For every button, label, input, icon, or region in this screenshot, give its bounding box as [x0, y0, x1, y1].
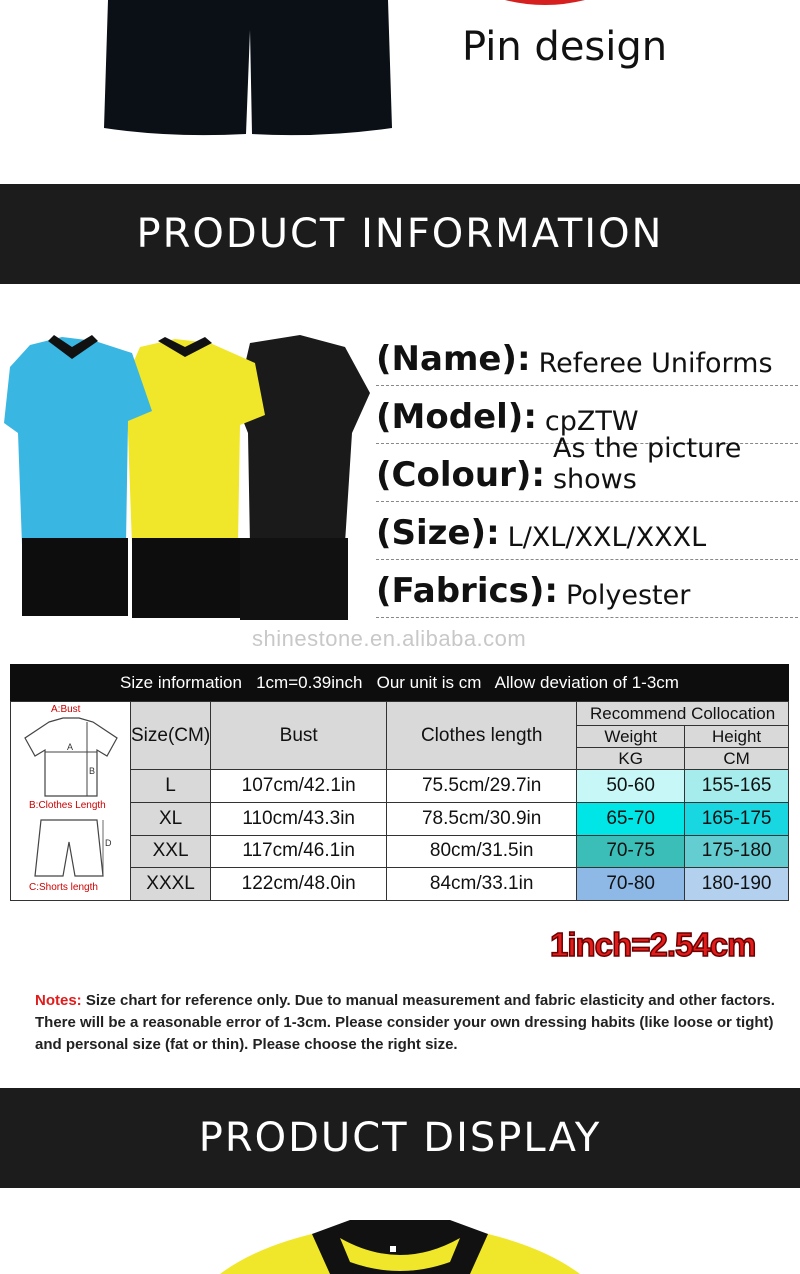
notes-label: Notes: [35, 992, 82, 1009]
info-value: Polyester [566, 580, 691, 611]
shorts-image [100, 0, 400, 142]
cell-height: 155-165 [685, 770, 789, 803]
diagram-bust-label: A:Bust [51, 704, 81, 715]
info-value: cpZTW [544, 406, 639, 437]
svg-text:A: A [67, 742, 74, 752]
shorts-diagram-icon [33, 816, 113, 882]
col-bust: Bust [211, 702, 387, 770]
info-value: L/XL/XXL/XXXL [507, 522, 707, 553]
pin-caption: Pin design [462, 24, 668, 70]
size-table [10, 701, 789, 901]
size-table-header: Size information 1cm=0.39inch Our unit is cm Allow deviation of 1-3cm [10, 664, 789, 701]
cell-height: 165-175 [685, 802, 789, 835]
cell-weight: 70-80 [577, 868, 685, 901]
col-weight: Weight [577, 726, 685, 748]
shirt-diagram-icon [21, 716, 121, 800]
svg-text:D: D [105, 838, 112, 848]
info-key: (Size): [376, 513, 500, 553]
info-value: Referee Uniforms [538, 348, 773, 379]
cell-size: L [131, 770, 211, 803]
notes-text: Size chart for reference only. Due to manual measurement and fabric elasticity and other factors. There will be a reasonable error of 1-3cm. Please consider your own dressing habits (like loose or tight) and personal size (fat or thin). Please choose the right size. [35, 992, 775, 1053]
col-length: Clothes length [387, 702, 577, 770]
info-key: (Name): [376, 339, 531, 379]
size-notes [35, 990, 775, 1056]
section-header-display: PRODUCT DISPLAY [0, 1088, 800, 1188]
cell-height: 175-180 [685, 835, 789, 868]
info-key: (Fabrics): [376, 571, 559, 611]
col-height-unit: CM [685, 748, 789, 770]
cell-height: 180-190 [685, 868, 789, 901]
cell-length: 84cm/33.1in [387, 868, 577, 901]
info-row-fabrics [376, 558, 798, 618]
cell-size: XXXL [131, 868, 211, 901]
cell-length: 75.5cm/29.7in [387, 770, 577, 803]
col-height: Height [685, 726, 789, 748]
info-row-size [376, 500, 798, 560]
cell-weight: 65-70 [577, 802, 685, 835]
col-recommend: Recommend Collocation [577, 702, 789, 726]
info-value: As the picture shows [552, 433, 742, 495]
cell-length: 80cm/31.5in [387, 835, 577, 868]
cell-length: 78.5cm/30.9in [387, 802, 577, 835]
section-header-info: PRODUCT INFORMATION [0, 184, 800, 284]
watermark: shinestone.en.alibaba.com [252, 626, 527, 651]
cell-weight: 50-60 [577, 770, 685, 803]
info-row-colour [376, 433, 798, 502]
cell-weight: 70-75 [577, 835, 685, 868]
cell-bust: 107cm/42.1in [211, 770, 387, 803]
cell-bust: 117cm/46.1in [211, 835, 387, 868]
cell-bust: 122cm/48.0in [211, 868, 387, 901]
col-size: Size(CM) [131, 702, 211, 770]
pin-graphic [505, 0, 585, 8]
uniforms-image [0, 333, 372, 623]
diagram-shorts-label: C:Shorts length [29, 882, 98, 893]
info-key: (Colour): [376, 455, 545, 495]
inch-conversion: 1inch=2.54cm [550, 926, 756, 963]
col-weight-unit: KG [577, 748, 685, 770]
info-row-name [376, 326, 798, 386]
info-key: (Model): [376, 397, 537, 437]
diagram-length-label: B:Clothes Length [29, 800, 106, 811]
jersey-display-image [0, 1200, 800, 1274]
cell-size: XL [131, 802, 211, 835]
cell-size: XXL [131, 835, 211, 868]
svg-text:B: B [89, 766, 96, 776]
cell-bust: 110cm/43.3in [211, 802, 387, 835]
size-diagram [11, 702, 131, 901]
